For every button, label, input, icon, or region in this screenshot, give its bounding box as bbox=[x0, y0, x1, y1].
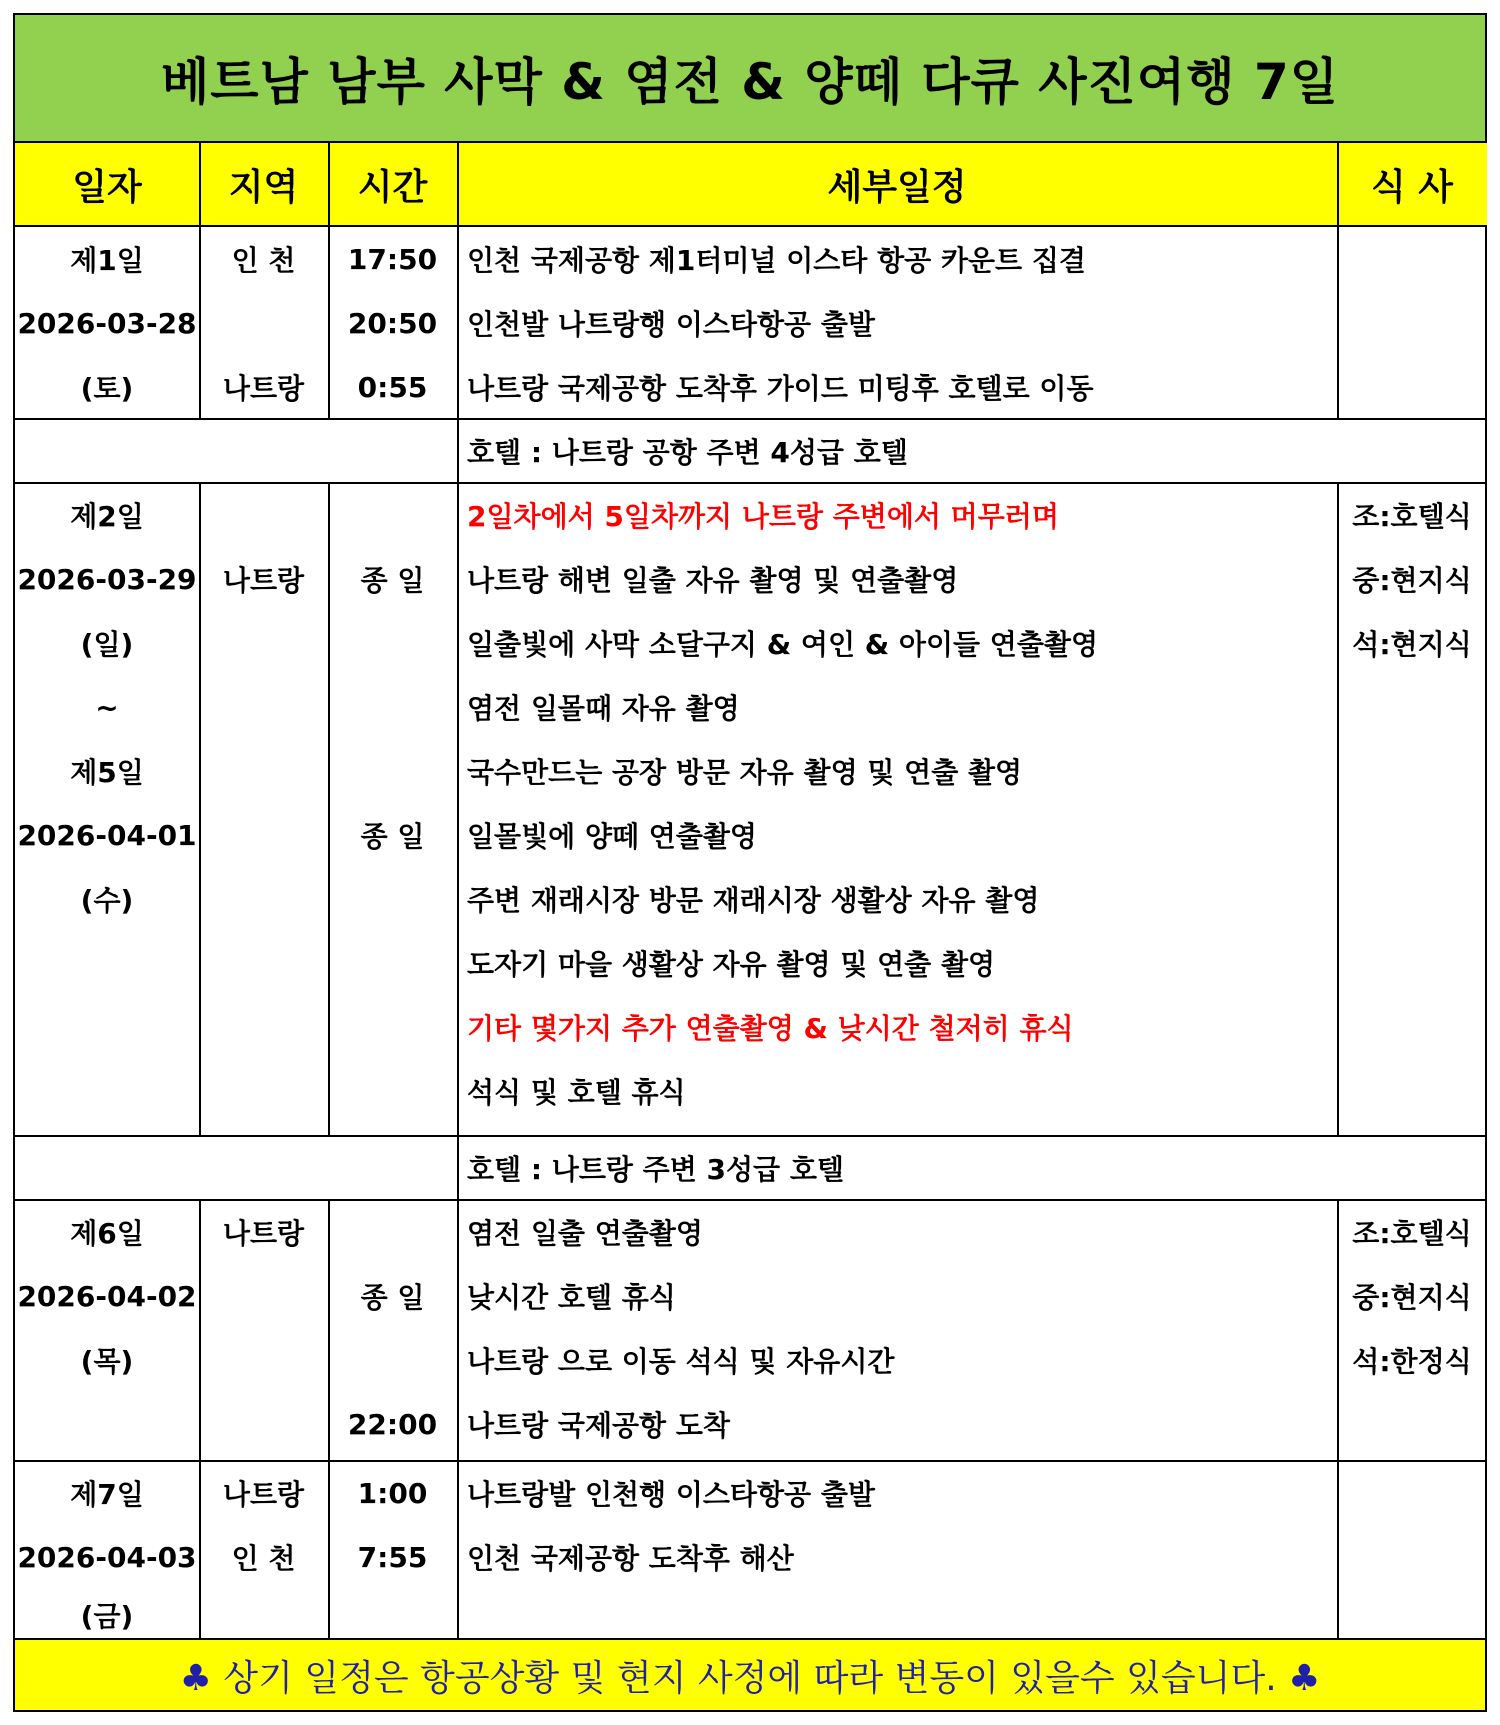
meal-dinner: 석:현지식 bbox=[1352, 628, 1472, 661]
region-cell: 나트랑 bbox=[222, 1478, 305, 1511]
hotel-info: 호텔 : 나트랑 공항 주변 4성급 호텔 bbox=[467, 436, 908, 469]
schedule-item: 도자기 마을 생활상 자유 촬영 및 연출 촬영 bbox=[467, 948, 996, 981]
schedule-item: 인천 국제공항 도착후 해산 bbox=[467, 1542, 794, 1575]
schedule-item: 나트랑 국제공항 도착 bbox=[467, 1409, 730, 1442]
header-detail: 세부일정 bbox=[457, 143, 1337, 227]
header-meal: 식 사 bbox=[1337, 143, 1487, 227]
time-cell: 7:55 bbox=[357, 1540, 428, 1574]
meal-dinner: 석:한정식 bbox=[1352, 1345, 1472, 1378]
grid-line bbox=[328, 143, 330, 227]
schedule-item: 주변 재래시장 방문 재래시장 생활상 자유 촬영 bbox=[467, 884, 1040, 917]
day-label: 제5일 bbox=[70, 756, 144, 789]
schedule-item: 염전 일출 연출촬영 bbox=[467, 1217, 703, 1250]
day-label: 제1일 bbox=[70, 244, 144, 277]
schedule-item: 일출빛에 사막 소달구지 & 여인 & 아이들 연출촬영 bbox=[467, 628, 1098, 661]
schedule-item: 염전 일몰때 자유 촬영 bbox=[467, 692, 740, 725]
schedule-item: 국수만드는 공장 방문 자유 촬영 및 연출 촬영 bbox=[467, 756, 1023, 789]
schedule-item: 나트랑 해변 일출 자유 촬영 및 연출촬영 bbox=[467, 564, 959, 597]
meal-lunch: 중:현지식 bbox=[1352, 564, 1472, 597]
day-weekday: (일) bbox=[80, 628, 134, 661]
schedule-item: 나트랑 으로 이동 석식 및 자유시간 bbox=[467, 1345, 895, 1378]
region-cell: 나트랑 bbox=[222, 372, 305, 405]
schedule-item: 낮시간 호텔 휴식 bbox=[467, 1281, 676, 1314]
header-day: 일자 bbox=[15, 143, 199, 227]
schedule-item-highlight: 기타 몇가지 추가 연출촬영 & 낮시간 철저히 휴식 bbox=[467, 1012, 1074, 1045]
day-weekday: (금) bbox=[80, 1600, 134, 1633]
time-cell: 종 일 bbox=[360, 820, 425, 853]
time-cell: 20:50 bbox=[347, 306, 438, 340]
grid-line bbox=[199, 143, 201, 227]
meal-breakfast: 조:호텔식 bbox=[1352, 500, 1472, 533]
header-region: 지역 bbox=[199, 143, 328, 227]
region-cell: 나트랑 bbox=[222, 1217, 305, 1250]
time-cell: 1:00 bbox=[357, 1476, 428, 1510]
time-cell: 종 일 bbox=[360, 1281, 425, 1314]
time-cell: 0:55 bbox=[357, 370, 428, 404]
day-label: 제2일 bbox=[70, 500, 144, 533]
schedule-item: 석식 및 호텔 휴식 bbox=[467, 1076, 686, 1109]
hotel-info: 호텔 : 나트랑 주변 3성급 호텔 bbox=[467, 1153, 844, 1186]
day-date: 2026-04-02 bbox=[17, 1279, 197, 1313]
time-cell: 22:00 bbox=[347, 1407, 438, 1441]
day-date: 2026-03-29 bbox=[17, 562, 197, 596]
day-date: 2026-04-03 bbox=[17, 1540, 197, 1574]
schedule-item: 나트랑발 인천행 이스타항공 출발 bbox=[467, 1478, 875, 1511]
schedule-item: 나트랑 국제공항 도착후 가이드 미팅후 호텔로 이동 bbox=[467, 372, 1094, 405]
day-date: 2026-04-01 bbox=[17, 818, 197, 852]
day-date: 2026-03-28 bbox=[17, 306, 197, 340]
day-weekday: (토) bbox=[80, 372, 134, 405]
region-cell: 인 천 bbox=[231, 244, 296, 277]
day-weekday: (수) bbox=[80, 884, 134, 917]
region-cell: 인 천 bbox=[231, 1542, 296, 1575]
meal-lunch: 중:현지식 bbox=[1352, 1281, 1472, 1314]
schedule-item: 인천 국제공항 제1터미널 이스타 항공 카운트 집결 bbox=[467, 244, 1086, 277]
itinerary-table bbox=[13, 13, 1487, 1712]
page-title: 베트남 남부 사막 & 염전 & 양떼 다큐 사진여행 7일 bbox=[15, 15, 1485, 143]
schedule-item: 인천발 나트랑행 이스타항공 출발 bbox=[467, 308, 875, 341]
meal-breakfast: 조:호텔식 bbox=[1352, 1217, 1472, 1250]
footer-notice: ♣ 상기 일정은 항공상황 및 현지 사정에 따라 변동이 있을수 있습니다. ♣ bbox=[15, 1638, 1485, 1710]
schedule-item-highlight: 2일차에서 5일차까지 나트랑 주변에서 머무러며 bbox=[467, 500, 1059, 533]
time-cell: 종 일 bbox=[360, 564, 425, 597]
day-label: 제6일 bbox=[70, 1217, 144, 1250]
schedule-item: 일몰빛에 양떼 연출촬영 bbox=[467, 820, 757, 853]
day-range-separator: ~ bbox=[95, 690, 119, 724]
day-label: 제7일 bbox=[70, 1478, 144, 1511]
time-cell: 17:50 bbox=[347, 242, 438, 276]
region-cell: 나트랑 bbox=[222, 564, 305, 597]
day-weekday: (목) bbox=[80, 1345, 134, 1378]
grid-line bbox=[1337, 143, 1339, 227]
header-time: 시간 bbox=[328, 143, 457, 227]
